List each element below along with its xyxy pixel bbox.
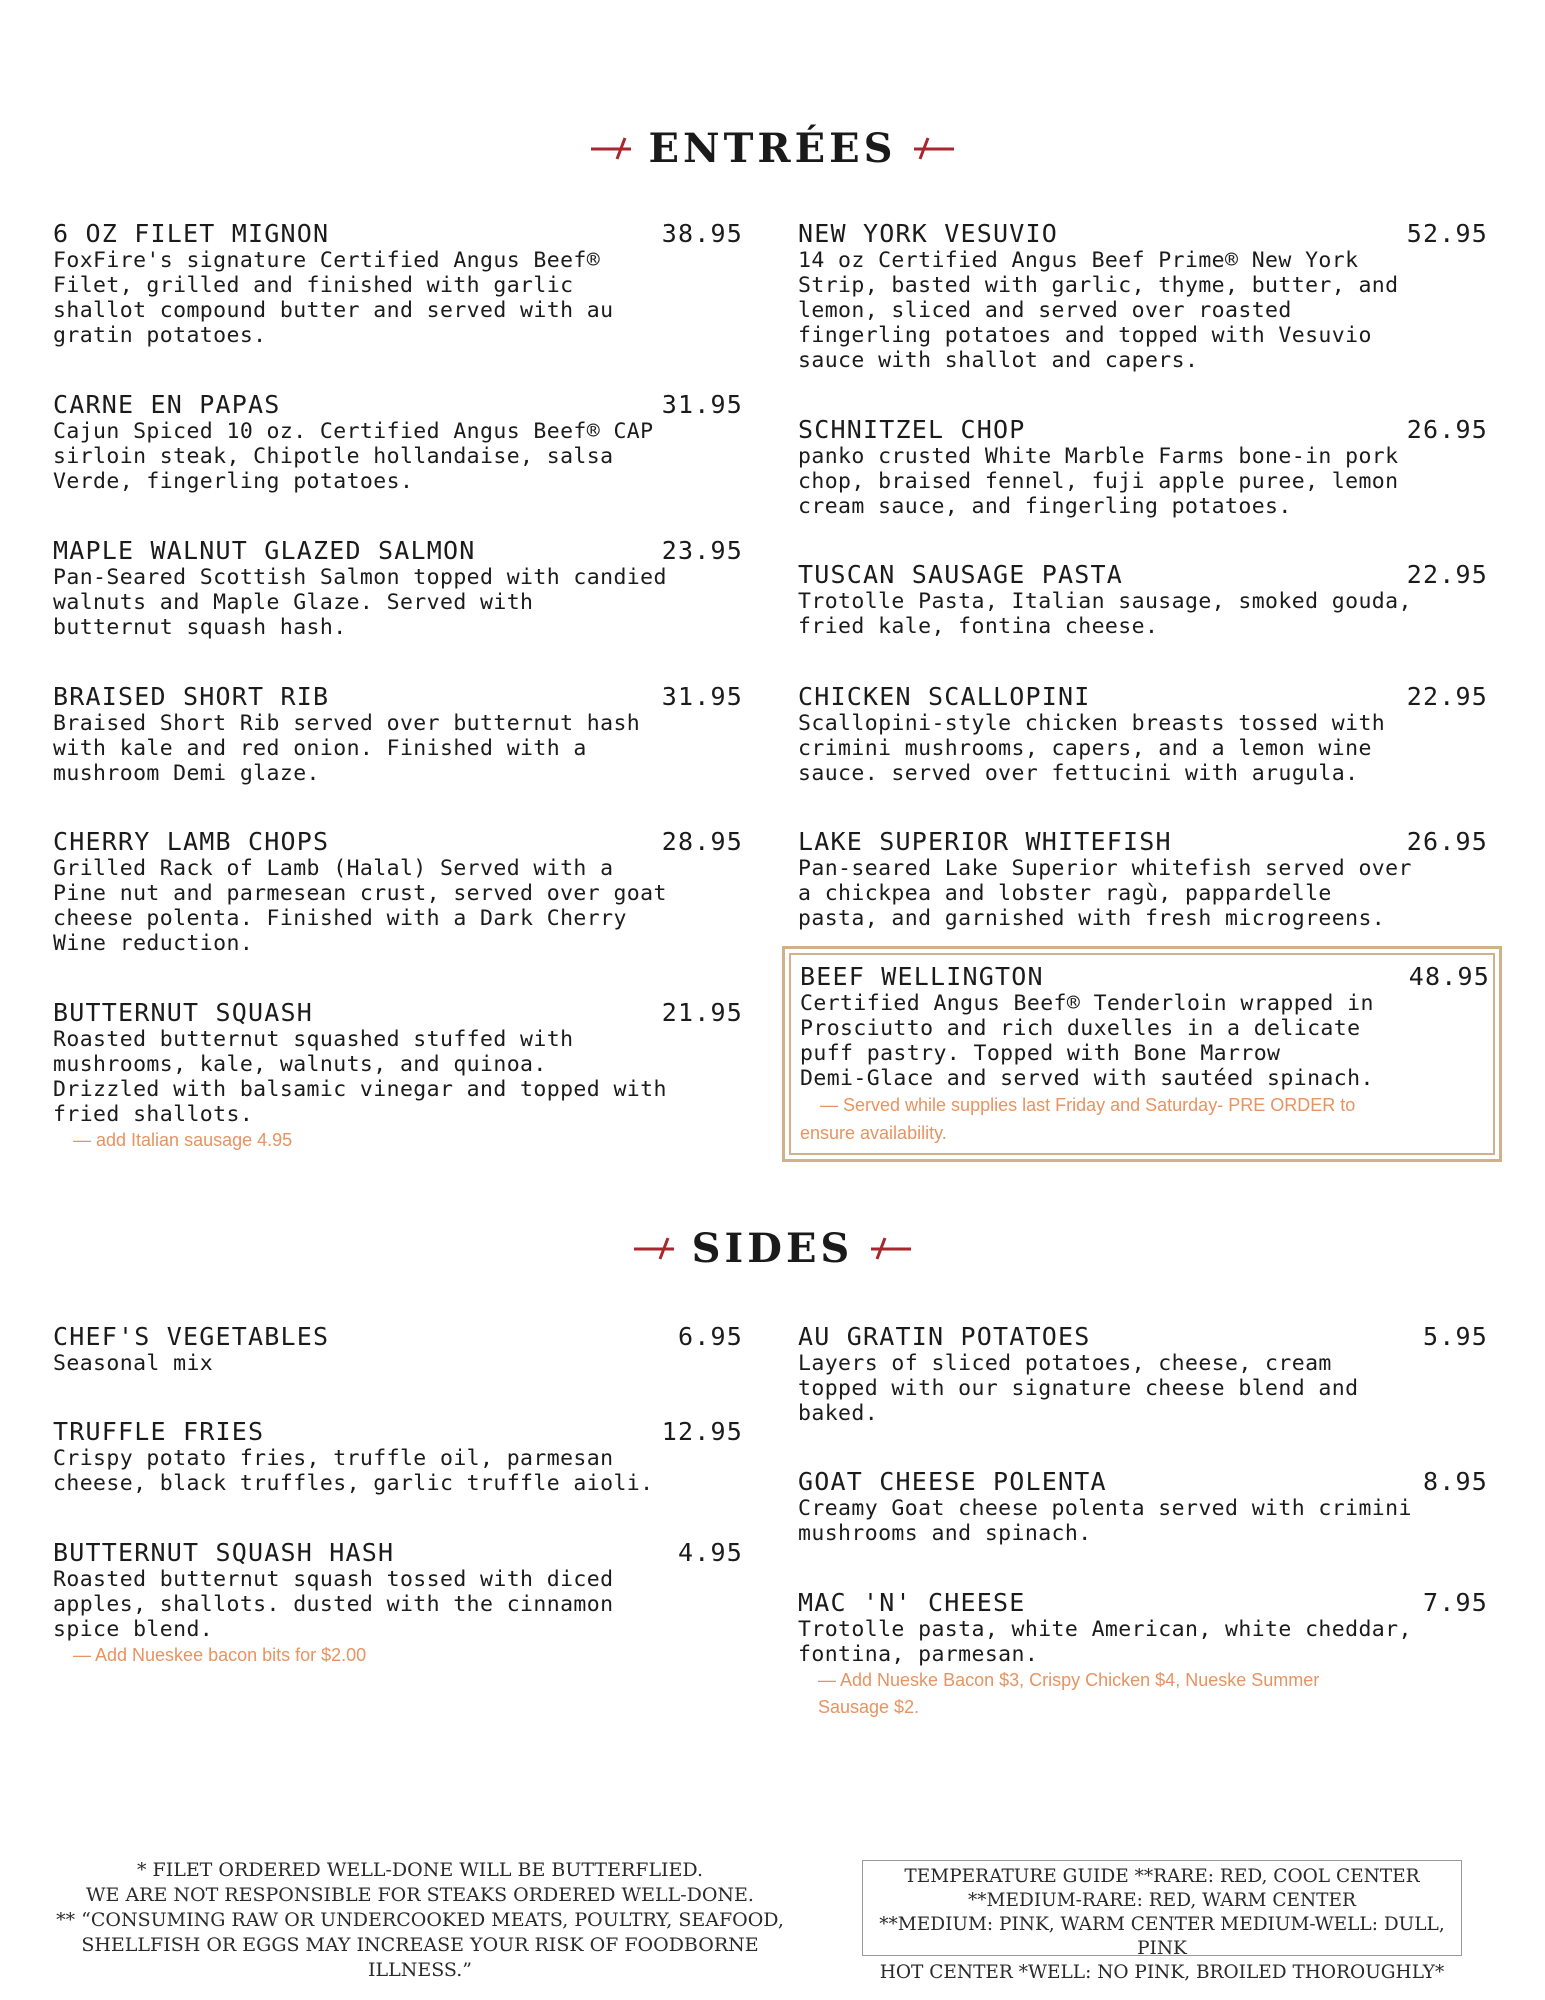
item-price: 23.95	[661, 536, 743, 565]
entrees-title: ENTRÉES	[648, 124, 897, 172]
item-price: 38.95	[661, 219, 743, 248]
item-price: 7.95	[1422, 1588, 1488, 1617]
steak-disclaimer: * FILET ORDERED WELL-DONE WILL BE BUTTERFLIED. WE ARE NOT RESPONSIBLE FOR STEAKS ORDERED WELL-DONE. ** “CONSUMING RAW OR UNDERCOOKED MEATS, POULTRY, SEAFOOD, SHELLFISH OR EGGS MAY INCREASE YOUR RISK OF FOODBORNE ILLNESS.”	[56, 1859, 784, 1981]
item-description: Creamy Goat cheese polenta served with crimini mushrooms and spinach.	[798, 1496, 1412, 1546]
item-name: MAPLE WALNUT GLAZED SALMON	[53, 536, 476, 565]
menu-item	[798, 1589, 1488, 1721]
item-description: Roasted butternut squash tossed with diced apples, shallots. dusted with the cinnamon spice blend.	[53, 1567, 614, 1642]
item-price: 4.95	[677, 1538, 743, 1567]
menu-item	[53, 391, 743, 494]
item-name: AU GRATIN POTATOES	[798, 1322, 1091, 1351]
item-description: Pan-seared Lake Superior whitefish served over a chickpea and lobster ragù, pappardelle pasta, and garnished with fresh microgreens.	[798, 856, 1412, 931]
item-description: 14 oz Certified Angus Beef Prime® New York Strip, basted with garlic, thyme, butter, and lemon, sliced and served over roasted fingerling potatoes and topped with Vesuvio sauce with shallot and capers.	[798, 248, 1399, 373]
left-dash-ornament-icon	[589, 135, 633, 161]
item-price: 8.95	[1422, 1467, 1488, 1496]
item-name: BUTTERNUT SQUASH	[53, 998, 314, 1027]
item-name: TUSCAN SAUSAGE PASTA	[798, 560, 1124, 589]
item-description: Braised Short Rib served over butternut hash with kale and red onion. Finished with a mushroom Demi glaze.	[53, 711, 641, 786]
item-name: GOAT CHEESE POLENTA	[798, 1467, 1107, 1496]
item-price: 52.95	[1406, 219, 1488, 248]
item-price: 28.95	[661, 827, 743, 856]
menu-item	[798, 1323, 1488, 1426]
item-description: Grilled Rack of Lamb (Halal) Served with a Pine nut and parmesean crust, served over goat cheese polenta. Finished with a Dark Cherry Wine reduction.	[53, 856, 667, 956]
item-price: 22.95	[1406, 682, 1488, 711]
item-name: NEW YORK VESUVIO	[798, 219, 1059, 248]
menu-item	[53, 1418, 743, 1496]
item-price: 26.95	[1406, 415, 1488, 444]
item-description: Trotolle Pasta, Italian sausage, smoked gouda, fried kale, fontina cheese.	[798, 589, 1412, 639]
menu-item	[798, 220, 1488, 373]
menu-item	[53, 1323, 743, 1376]
menu-item	[53, 683, 743, 786]
item-price: 31.95	[661, 390, 743, 419]
item-price: 5.95	[1422, 1322, 1488, 1351]
item-price: 22.95	[1406, 560, 1488, 589]
sides-heading	[0, 1224, 1545, 1272]
item-name: SCHNITZEL CHOP	[798, 415, 1026, 444]
item-description: Seasonal mix	[53, 1351, 214, 1376]
item-name: BUTTERNUT SQUASH HASH	[53, 1538, 395, 1567]
item-price: 12.95	[661, 1417, 743, 1446]
item-note: — add Italian sausage 4.95	[73, 1130, 293, 1150]
item-description: Trotolle pasta, white American, white cheddar, fontina, parmesan.	[798, 1617, 1412, 1667]
menu-item	[798, 683, 1488, 786]
item-description: Pan-Seared Scottish Salmon topped with candied walnuts and Maple Glaze. Served with butternut squash hash.	[53, 565, 667, 640]
item-note: — Add Nueskee bacon bits for $2.00	[73, 1645, 367, 1665]
item-price: 21.95	[661, 998, 743, 1027]
menu-item	[798, 1468, 1488, 1546]
featured-item-box	[782, 946, 1502, 1162]
item-description: FoxFire's signature Certified Angus Beef® Filet, grilled and finished with garlic shallot compound butter and served with au gratin potatoes.	[53, 248, 614, 348]
item-note: — Add Nueske Bacon $3, Crispy Chicken $4, Nueske Summer Sausage $2.	[818, 1670, 1320, 1717]
item-note: — Served while supplies last Friday and Saturday- PRE ORDER to ensure availability.	[800, 1095, 1356, 1143]
menu-item	[798, 561, 1488, 639]
item-price: 26.95	[1406, 827, 1488, 856]
item-name: TRUFFLE FRIES	[53, 1417, 265, 1446]
item-price: 48.95	[1408, 962, 1490, 991]
featured-item-frame	[789, 953, 1495, 1155]
item-description: Scallopini-style chicken breasts tossed with crimini mushrooms, capers, and a lemon wine sauce. served over fettucini with arugula.	[798, 711, 1386, 786]
entrees-heading	[0, 124, 1545, 172]
item-description: Roasted butternut squashed stuffed with mushrooms, kale, walnuts, and quinoa. Drizzled with balsamic vinegar and topped with fried shallots.	[53, 1027, 667, 1127]
menu-item	[53, 999, 743, 1154]
featured-menu-item	[800, 963, 1490, 1147]
item-description: Cajun Spiced 10 oz. Certified Angus Beef® CAP sirloin steak, Chipotle hollandaise, salsa Verde, fingerling potatoes.	[53, 419, 654, 494]
menu-item	[53, 828, 743, 956]
item-name: CHEF'S VEGETABLES	[53, 1322, 330, 1351]
item-price: 31.95	[661, 682, 743, 711]
menu-item	[53, 1539, 743, 1669]
menu-item	[798, 828, 1488, 931]
item-description: Crispy potato fries, truffle oil, parmesan cheese, black truffles, garlic truffle aioli.	[53, 1446, 654, 1496]
temperature-guide: TEMPERATURE GUIDE **RARE: RED, COOL CENTER **MEDIUM-RARE: RED, WARM CENTER **MEDIUM: PINK, WARM CENTER MEDIUM-WELL: DULL, PINK HOT CENTER *WELL: NO PINK, BROILED THOROUGHLY*	[862, 1860, 1462, 1956]
item-name: BRAISED SHORT RIB	[53, 682, 330, 711]
item-description: Certified Angus Beef® Tenderloin wrapped in Prosciutto and rich duxelles in a delicate puff pastry. Topped with Bone Marrow Demi-Glace and served with sautéed spinach.	[800, 991, 1374, 1091]
item-name: CHICKEN SCALLOPINI	[798, 682, 1091, 711]
item-name: LAKE SUPERIOR WHITEFISH	[798, 827, 1172, 856]
item-name: BEEF WELLINGTON	[800, 962, 1044, 991]
item-description: Layers of sliced potatoes, cheese, cream topped with our signature cheese blend and baked.	[798, 1351, 1359, 1426]
item-description: panko crusted White Marble Farms bone-in pork chop, braised fennel, fuji apple puree, lemon cream sauce, and fingerling potatoes.	[798, 444, 1399, 519]
right-dash-ornament-icon	[912, 135, 956, 161]
menu-item	[53, 537, 743, 640]
item-name: 6 OZ FILET MIGNON	[53, 219, 330, 248]
item-name: CARNE EN PAPAS	[53, 390, 281, 419]
menu-item	[798, 416, 1488, 519]
item-price: 6.95	[677, 1322, 743, 1351]
item-name: CHERRY LAMB CHOPS	[53, 827, 330, 856]
sides-title: SIDES	[691, 1224, 854, 1272]
left-dash-ornament-icon	[632, 1235, 676, 1261]
menu-item	[53, 220, 743, 348]
right-dash-ornament-icon	[869, 1235, 913, 1261]
item-name: MAC 'N' CHEESE	[798, 1588, 1026, 1617]
